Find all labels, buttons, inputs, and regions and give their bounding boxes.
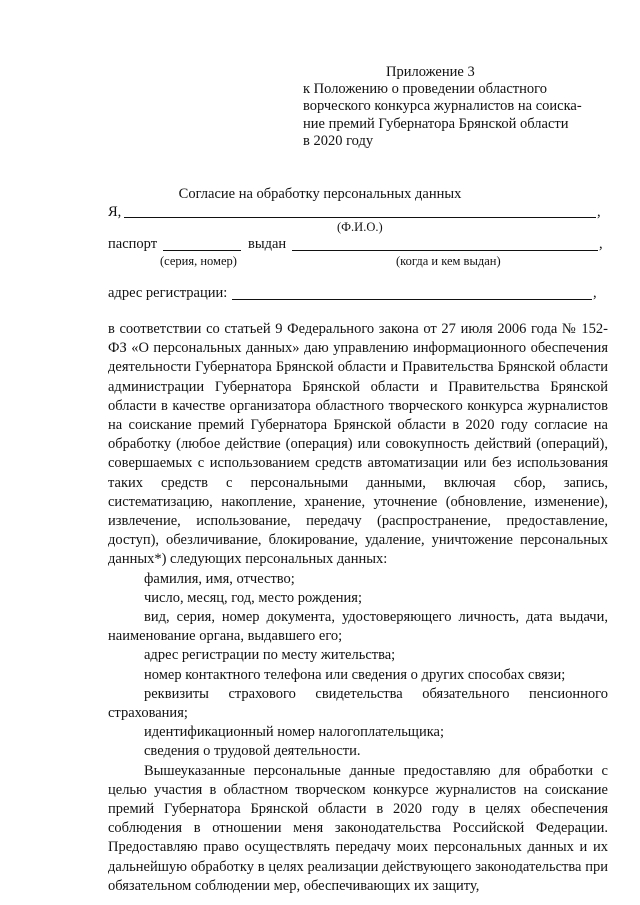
issued-hint: (когда и кем выдан) bbox=[396, 254, 501, 268]
consent-body bbox=[108, 320, 608, 896]
appendix-line: к Положению о проведении областного bbox=[303, 81, 547, 98]
consent-paragraph: в соответствии со статьей 9 Федерального закона от 27 июля 2006 года № 152-ФЗ «О персональных данных» даю управлению информационного обеспечения деятельности Губернатора Брянской области и Правительства Брянской области администрации Губернатора Брянской области и Правительства Брянской области в качестве организатора областного творческого конкурса журналистов на соискание премий Губернатора Брянской области в 2020 году согласие на обработку (любое действие (операция) или совокупность действий (операций), совершаемых с использованием средств автоматизации или без использования таких средств с персональными данными, включая сбор, запись, систематизацию, накопление, хранение, уточнение (обновление, изменение), извлечение, использование, передачу (распространение, предоставление, доступ), обезличивание, блокирование, удаление, уничтожение персональных данных*) следующих персональных данных: bbox=[108, 321, 608, 568]
list-item: номер контактного телефона или сведения о других способах связи; bbox=[144, 666, 566, 683]
address-line[interactable] bbox=[232, 299, 592, 300]
appendix-number: Приложение 3 bbox=[386, 64, 475, 80]
passport-comma: , bbox=[599, 236, 603, 252]
passport-label: паспорт bbox=[108, 236, 158, 252]
appendix-line: в 2020 году bbox=[303, 132, 374, 149]
list-item: адрес регистрации по месту жительства; bbox=[144, 647, 396, 664]
fio-hint: (Ф.И.О.) bbox=[337, 220, 383, 234]
list-item: число, месяц, год, место рождения; bbox=[144, 589, 362, 606]
address-label: адрес регистрации: bbox=[108, 285, 228, 301]
list-item: вид, серия, номер документа, удостоверяющего личность, дата выдачи, наименование органа, выдавшего его; bbox=[108, 609, 608, 645]
document-title: Согласие на обработку персональных данных bbox=[178, 186, 462, 202]
passport-number-line[interactable] bbox=[163, 250, 241, 251]
fio-comma: , bbox=[597, 204, 601, 220]
list-item: сведения о трудовой деятельности. bbox=[144, 743, 361, 760]
appendix-header bbox=[303, 64, 603, 150]
appendix-line: ние премий Губернатора Брянской области bbox=[303, 115, 569, 132]
personal-data-list bbox=[108, 570, 608, 762]
issued-by-line[interactable] bbox=[292, 250, 598, 251]
address-comma: , bbox=[593, 285, 597, 301]
list-item: реквизиты страхового свидетельства обязательного пенсионного страхования; bbox=[108, 685, 608, 722]
series-hint: (серия, номер) bbox=[160, 254, 237, 268]
issued-label: выдан bbox=[248, 236, 287, 252]
i-label: Я, bbox=[108, 204, 122, 220]
fio-line[interactable] bbox=[124, 217, 596, 218]
list-item: фамилия, имя, отчество; bbox=[144, 570, 295, 587]
consent-paragraph: Вышеуказанные персональные данные предоставляю для обработки с целью участия в областном творческом конкурсе журналистов на соискание премий Губернатора Брянской области в 2020 году в целях обеспечения соблюдения в отношении меня законодательства Российской Федерации. Предоставляю право осуществлять передачу моих персональных данных и их дальнейшую обработку в целях реализации действующего законодательства при обязательном соблюдении мер, обеспечивающих их защиту, bbox=[108, 762, 608, 894]
list-item: идентификационный номер налогоплательщика; bbox=[144, 724, 445, 741]
appendix-line: ворческого конкурса журналистов на соиска- bbox=[303, 98, 582, 115]
